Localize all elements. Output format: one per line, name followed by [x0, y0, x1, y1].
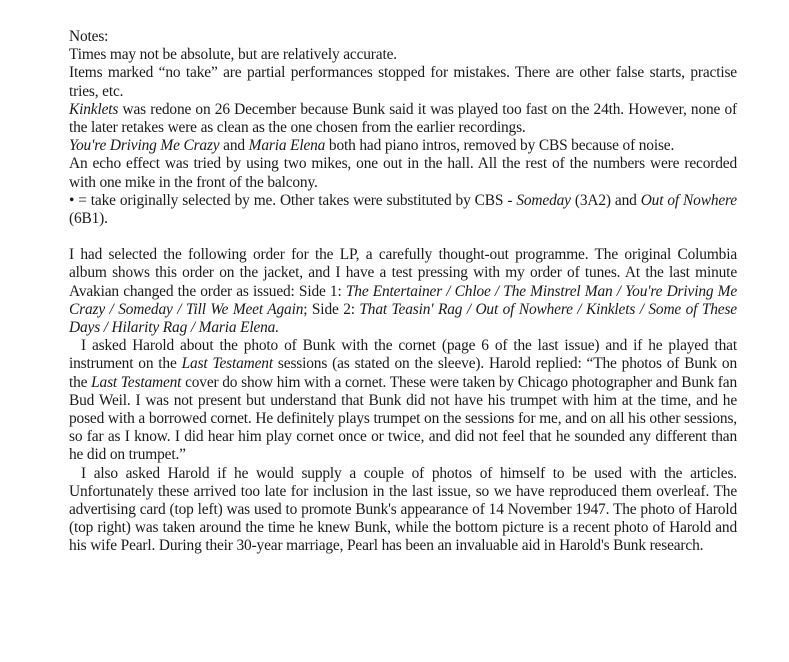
text-run: both had piano intros, removed by CBS because of noise. [325, 137, 675, 155]
text-run: I asked Harold about the photo of Bunk with the cornet (page 6 of the last issue) and if he played that instrument on the [69, 337, 737, 373]
text-run: (6B1). [69, 210, 108, 228]
body-paragraph [69, 246, 737, 337]
note-item [69, 155, 737, 191]
text-run: I also asked Harold if he would supply a couple of photos of himself to be used with the articles. Unfortunately these arrived too late for inclusion in the last issue, so we have reproduced them overleaf. The advertising card (top left) was used to promote Bunk's appearance of 14 November 1947. The photo of Harold (top right) was taken around the time he knew Bunk, while the bottom picture is a recent photo of Harold and his wife Pearl. During their 30-year marriage, Pearl has been an invaluable aid in Harold's Bunk research. [69, 464, 737, 555]
italic-title: Kinklets [69, 100, 119, 118]
body-paragraph [69, 465, 737, 556]
italic-title: The Entertainer / Chloe / The Minstrel Man / You're Driving Me Crazy / Someday / Till We Meet Again [69, 282, 738, 318]
text-run: Times may not be absolute, but are relatively accurate. [69, 46, 397, 64]
section-gap [69, 228, 737, 246]
text-run: ; Side 2: [303, 300, 360, 318]
body-paragraph [69, 337, 737, 464]
italic-title: You're Driving Me Crazy [69, 137, 220, 155]
notes-list [69, 46, 737, 228]
italic-title: Someday [516, 191, 571, 209]
text-run: I had selected the following order for the LP, a carefully thought-out programme. The original Columbia album shows this order on the jacket, and I have a test pressing with my order of tunes. At the last minute Avakian changed the order as issued: Side 1: [69, 246, 737, 300]
note-item [69, 46, 737, 64]
italic-title: Maria Elena [248, 137, 326, 155]
text-run: An echo effect was tried by using two mikes, one out in the hall. All the rest of the numbers were recorded with one mike in the front of the balcony. [69, 155, 737, 191]
italic-title: That Teasin' Rag / Out of Nowhere / Kinklets / Some of These Days / Hilarity Rag / Maria Elena. [69, 300, 737, 337]
note-item [69, 192, 737, 228]
document-page [69, 28, 737, 556]
text-run: Items marked “no take” are partial performances stopped for mistakes. There are other false starts, practise tries, etc. [69, 64, 737, 100]
text-run: and [219, 137, 249, 155]
text-run: • = take originally selected by me. Other takes were substituted by CBS - [69, 191, 517, 209]
note-item [69, 101, 737, 137]
italic-title: Out of Nowhere [640, 191, 737, 209]
note-item [69, 137, 737, 155]
body-text [69, 246, 737, 555]
italic-title: Last Testament [91, 373, 182, 391]
text-run: sessions (as stated on the sleeve). Harold replied: “The photos of Bunk on the [69, 355, 737, 391]
notes-heading: Notes: [69, 28, 109, 45]
text-run: (3A2) and [570, 191, 641, 209]
text-run: cover do show him with a cornet. These were taken by Chicago photographer and Bunk fan Bud Weil. I was not present but understand that Bunk did not have his trumpet with him at the time, and he posed with a borrowed cornet. He definitely plays trumpet on the sessions for me, and on all his other sessions, so far as I know. I did hear him play cornet once or twice, and did not feel that he sounded any different than he did on trumpet.” [69, 373, 737, 464]
italic-title: Last Testament [181, 355, 273, 373]
text-run: was redone on 26 December because Bunk said it was played too fast on the 24th. However, none of the later retakes were as clean as the one chosen from the earlier recordings. [69, 100, 737, 137]
note-item [69, 64, 737, 100]
